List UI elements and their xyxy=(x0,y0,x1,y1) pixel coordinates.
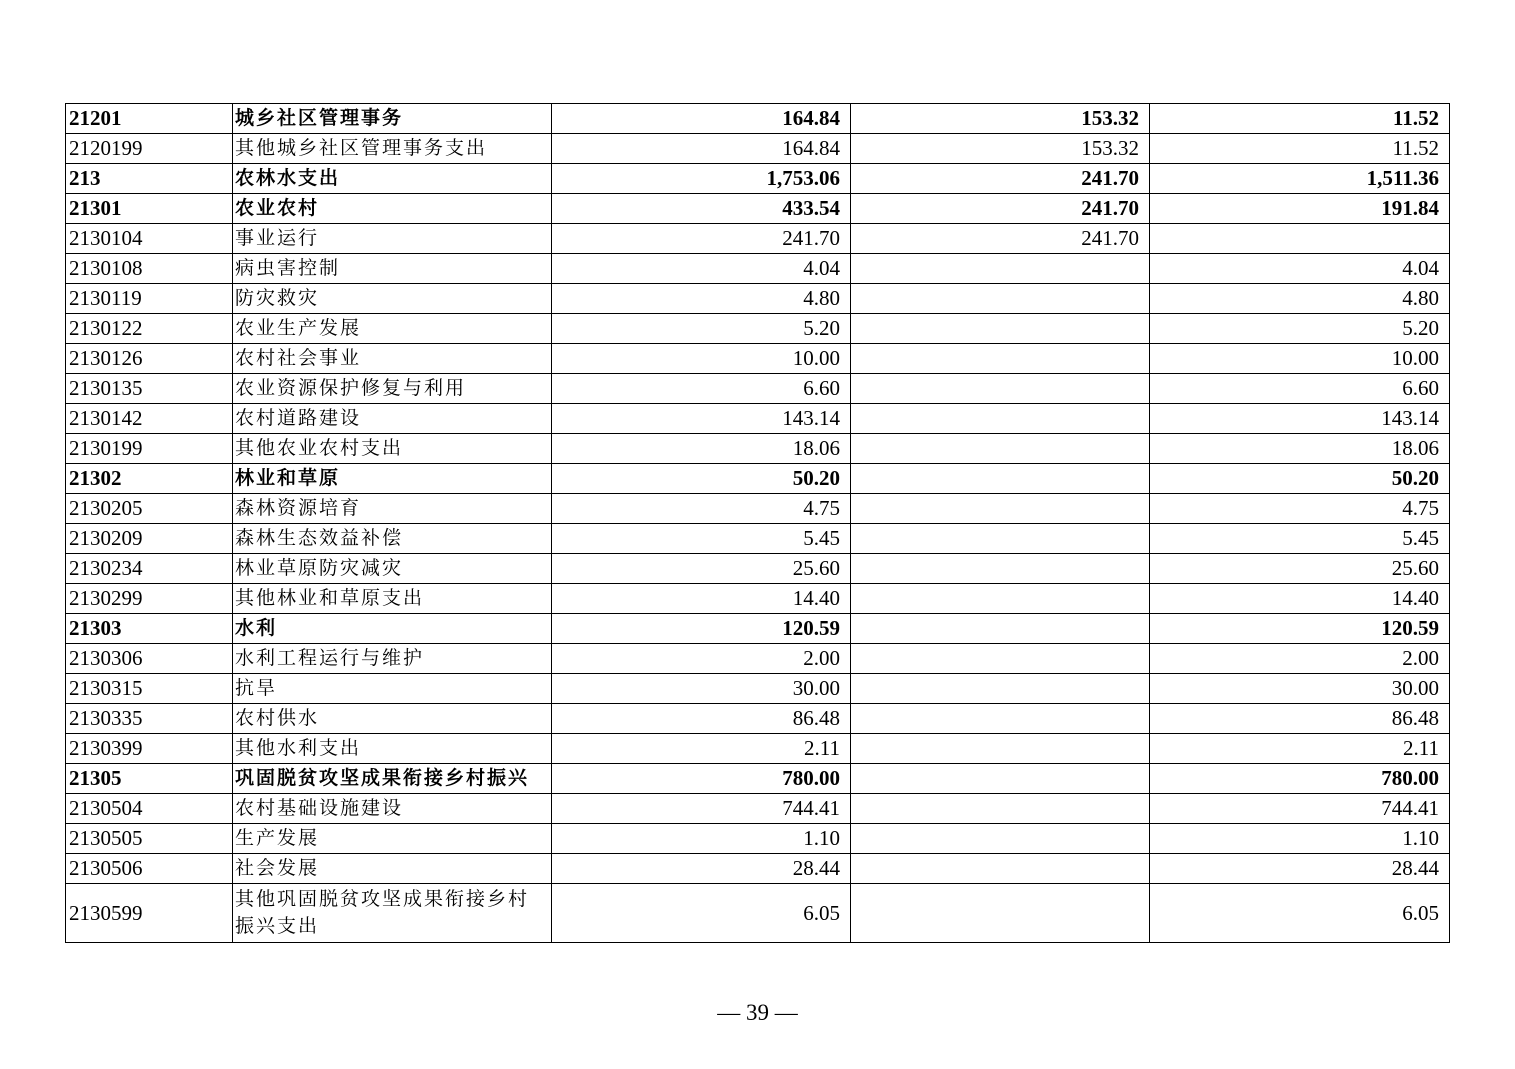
name-cell: 病虫害控制 xyxy=(233,254,552,284)
total-cell: 50.20 xyxy=(552,464,851,494)
code-cell: 21201 xyxy=(66,104,233,134)
code-cell: 21303 xyxy=(66,614,233,644)
basic-expenditure-cell xyxy=(851,434,1150,464)
total-cell: 433.54 xyxy=(552,194,851,224)
project-expenditure-cell: 143.14 xyxy=(1150,404,1450,434)
basic-expenditure-cell xyxy=(851,524,1150,554)
total-cell: 6.60 xyxy=(552,374,851,404)
name-cell: 农村道路建设 xyxy=(233,404,552,434)
basic-expenditure-cell xyxy=(851,494,1150,524)
table-row xyxy=(66,194,1450,224)
project-expenditure-cell: 14.40 xyxy=(1150,584,1450,614)
project-expenditure-cell: 4.80 xyxy=(1150,284,1450,314)
total-cell: 4.80 xyxy=(552,284,851,314)
code-cell: 2130104 xyxy=(66,224,233,254)
page-number: — 39 — xyxy=(717,1000,798,1025)
basic-expenditure-cell xyxy=(851,854,1150,884)
project-expenditure-cell: 25.60 xyxy=(1150,554,1450,584)
project-expenditure-cell: 191.84 xyxy=(1150,194,1450,224)
total-cell: 6.05 xyxy=(552,884,851,943)
budget-table xyxy=(65,103,1450,943)
total-cell: 1.10 xyxy=(552,824,851,854)
table-row xyxy=(66,494,1450,524)
table-row xyxy=(66,884,1450,943)
name-cell: 森林生态效益补偿 xyxy=(233,524,552,554)
basic-expenditure-cell xyxy=(851,404,1150,434)
total-cell: 164.84 xyxy=(552,104,851,134)
basic-expenditure-cell xyxy=(851,614,1150,644)
code-cell: 2130299 xyxy=(66,584,233,614)
name-cell: 森林资源培育 xyxy=(233,494,552,524)
total-cell: 2.00 xyxy=(552,644,851,674)
table-row xyxy=(66,344,1450,374)
name-cell: 农业农村 xyxy=(233,194,552,224)
table-row xyxy=(66,524,1450,554)
table-row xyxy=(66,374,1450,404)
project-expenditure-cell: 5.20 xyxy=(1150,314,1450,344)
basic-expenditure-cell xyxy=(851,824,1150,854)
table-row xyxy=(66,644,1450,674)
name-cell: 农林水支出 xyxy=(233,164,552,194)
total-cell: 5.20 xyxy=(552,314,851,344)
code-cell: 2130234 xyxy=(66,554,233,584)
name-cell: 其他城乡社区管理事务支出 xyxy=(233,134,552,164)
basic-expenditure-cell xyxy=(851,704,1150,734)
total-cell: 4.04 xyxy=(552,254,851,284)
basic-expenditure-cell xyxy=(851,644,1150,674)
basic-expenditure-cell: 153.32 xyxy=(851,104,1150,134)
total-cell: 120.59 xyxy=(552,614,851,644)
project-expenditure-cell: 11.52 xyxy=(1150,104,1450,134)
code-cell: 21301 xyxy=(66,194,233,224)
total-cell: 4.75 xyxy=(552,494,851,524)
name-cell: 水利工程运行与维护 xyxy=(233,644,552,674)
name-cell: 林业和草原 xyxy=(233,464,552,494)
project-expenditure-cell: 1.10 xyxy=(1150,824,1450,854)
basic-expenditure-cell xyxy=(851,554,1150,584)
table-row xyxy=(66,674,1450,704)
basic-expenditure-cell: 241.70 xyxy=(851,194,1150,224)
project-expenditure-cell: 4.04 xyxy=(1150,254,1450,284)
table-row xyxy=(66,554,1450,584)
project-expenditure-cell: 2.00 xyxy=(1150,644,1450,674)
table-row xyxy=(66,704,1450,734)
code-cell: 2130119 xyxy=(66,284,233,314)
project-expenditure-cell: 120.59 xyxy=(1150,614,1450,644)
basic-expenditure-cell xyxy=(851,884,1150,943)
name-cell: 生产发展 xyxy=(233,824,552,854)
code-cell: 2130306 xyxy=(66,644,233,674)
code-cell: 2130399 xyxy=(66,734,233,764)
name-cell: 其他农业农村支出 xyxy=(233,434,552,464)
code-cell: 21302 xyxy=(66,464,233,494)
table-body xyxy=(66,104,1450,943)
basic-expenditure-cell xyxy=(851,674,1150,704)
project-expenditure-cell: 10.00 xyxy=(1150,344,1450,374)
name-cell: 农村供水 xyxy=(233,704,552,734)
total-cell: 25.60 xyxy=(552,554,851,584)
code-cell: 21305 xyxy=(66,764,233,794)
name-cell: 社会发展 xyxy=(233,854,552,884)
basic-expenditure-cell xyxy=(851,584,1150,614)
project-expenditure-cell: 6.60 xyxy=(1150,374,1450,404)
name-cell: 其他巩固脱贫攻坚成果衔接乡村振兴支出 xyxy=(233,884,552,943)
code-cell: 2130122 xyxy=(66,314,233,344)
total-cell: 1,753.06 xyxy=(552,164,851,194)
basic-expenditure-cell xyxy=(851,254,1150,284)
table-row xyxy=(66,224,1450,254)
project-expenditure-cell: 6.05 xyxy=(1150,884,1450,943)
total-cell: 5.45 xyxy=(552,524,851,554)
table-row xyxy=(66,614,1450,644)
project-expenditure-cell: 5.45 xyxy=(1150,524,1450,554)
code-cell: 2130209 xyxy=(66,524,233,554)
table-row xyxy=(66,104,1450,134)
total-cell: 14.40 xyxy=(552,584,851,614)
total-cell: 28.44 xyxy=(552,854,851,884)
project-expenditure-cell: 780.00 xyxy=(1150,764,1450,794)
total-cell: 10.00 xyxy=(552,344,851,374)
total-cell: 164.84 xyxy=(552,134,851,164)
project-expenditure-cell: 11.52 xyxy=(1150,134,1450,164)
table-row xyxy=(66,314,1450,344)
total-cell: 780.00 xyxy=(552,764,851,794)
name-cell: 抗旱 xyxy=(233,674,552,704)
table-row xyxy=(66,824,1450,854)
total-cell: 86.48 xyxy=(552,704,851,734)
project-expenditure-cell: 50.20 xyxy=(1150,464,1450,494)
code-cell: 2120199 xyxy=(66,134,233,164)
table-row xyxy=(66,134,1450,164)
project-expenditure-cell: 18.06 xyxy=(1150,434,1450,464)
project-expenditure-cell: 744.41 xyxy=(1150,794,1450,824)
basic-expenditure-cell: 153.32 xyxy=(851,134,1150,164)
project-expenditure-cell: 4.75 xyxy=(1150,494,1450,524)
project-expenditure-cell: 86.48 xyxy=(1150,704,1450,734)
code-cell: 2130315 xyxy=(66,674,233,704)
total-cell: 2.11 xyxy=(552,734,851,764)
code-cell: 2130199 xyxy=(66,434,233,464)
name-cell: 其他林业和草原支出 xyxy=(233,584,552,614)
name-cell: 巩固脱贫攻坚成果衔接乡村振兴 xyxy=(233,764,552,794)
basic-expenditure-cell xyxy=(851,794,1150,824)
project-expenditure-cell: 1,511.36 xyxy=(1150,164,1450,194)
name-cell: 其他水利支出 xyxy=(233,734,552,764)
total-cell: 18.06 xyxy=(552,434,851,464)
code-cell: 2130205 xyxy=(66,494,233,524)
basic-expenditure-cell: 241.70 xyxy=(851,164,1150,194)
table-row xyxy=(66,434,1450,464)
basic-expenditure-cell xyxy=(851,764,1150,794)
code-cell: 2130505 xyxy=(66,824,233,854)
table-row xyxy=(66,734,1450,764)
basic-expenditure-cell xyxy=(851,734,1150,764)
code-cell: 2130599 xyxy=(66,884,233,943)
code-cell: 2130108 xyxy=(66,254,233,284)
code-cell: 2130504 xyxy=(66,794,233,824)
total-cell: 30.00 xyxy=(552,674,851,704)
name-cell: 水利 xyxy=(233,614,552,644)
table-row xyxy=(66,404,1450,434)
total-cell: 143.14 xyxy=(552,404,851,434)
project-expenditure-cell: 2.11 xyxy=(1150,734,1450,764)
name-cell: 农村社会事业 xyxy=(233,344,552,374)
project-expenditure-cell xyxy=(1150,224,1450,254)
code-cell: 2130126 xyxy=(66,344,233,374)
table-row xyxy=(66,584,1450,614)
code-cell: 213 xyxy=(66,164,233,194)
name-cell: 城乡社区管理事务 xyxy=(233,104,552,134)
project-expenditure-cell: 28.44 xyxy=(1150,854,1450,884)
table-row xyxy=(66,464,1450,494)
name-cell: 农业生产发展 xyxy=(233,314,552,344)
table-row xyxy=(66,794,1450,824)
code-cell: 2130135 xyxy=(66,374,233,404)
name-cell: 林业草原防灾减灾 xyxy=(233,554,552,584)
table-row xyxy=(66,764,1450,794)
basic-expenditure-cell xyxy=(851,344,1150,374)
name-cell: 防灾救灾 xyxy=(233,284,552,314)
code-cell: 2130335 xyxy=(66,704,233,734)
basic-expenditure-cell xyxy=(851,284,1150,314)
table-row xyxy=(66,284,1450,314)
project-expenditure-cell: 30.00 xyxy=(1150,674,1450,704)
code-cell: 2130506 xyxy=(66,854,233,884)
total-cell: 744.41 xyxy=(552,794,851,824)
basic-expenditure-cell: 241.70 xyxy=(851,224,1150,254)
name-cell: 农村基础设施建设 xyxy=(233,794,552,824)
table-row xyxy=(66,854,1450,884)
name-cell: 事业运行 xyxy=(233,224,552,254)
total-cell: 241.70 xyxy=(552,224,851,254)
name-cell: 农业资源保护修复与利用 xyxy=(233,374,552,404)
basic-expenditure-cell xyxy=(851,314,1150,344)
basic-expenditure-cell xyxy=(851,464,1150,494)
code-cell: 2130142 xyxy=(66,404,233,434)
basic-expenditure-cell xyxy=(851,374,1150,404)
table-row xyxy=(66,254,1450,284)
table-row xyxy=(66,164,1450,194)
